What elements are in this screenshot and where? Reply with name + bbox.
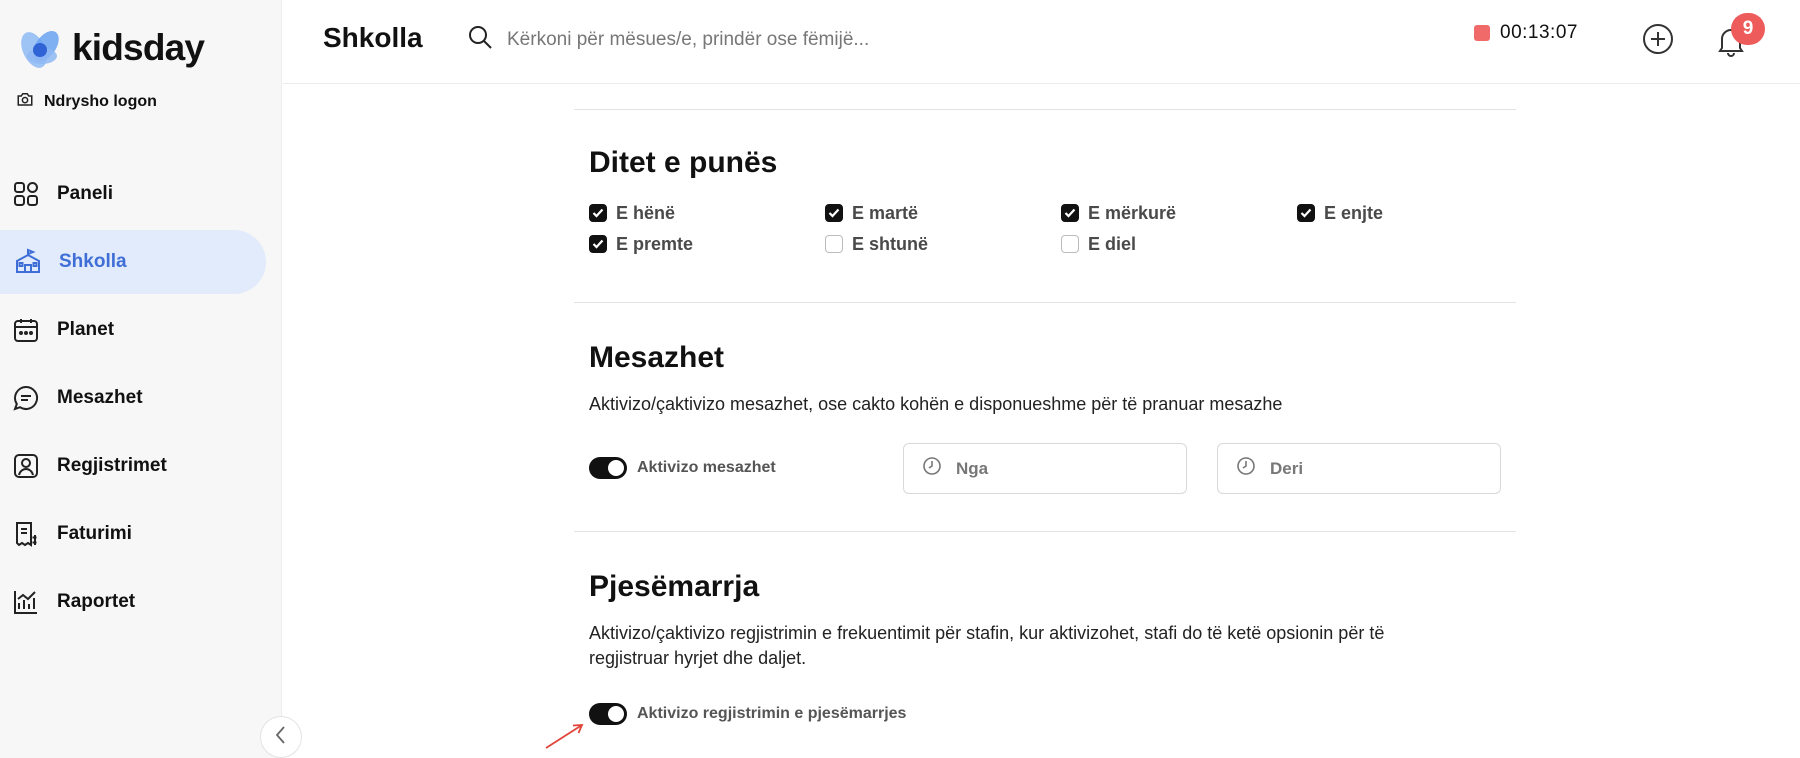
collapse-sidebar-button[interactable] [260, 716, 302, 758]
annotation-arrow-icon [544, 722, 586, 755]
checkbox-checked-icon[interactable] [589, 204, 607, 222]
registrations-icon [12, 452, 40, 480]
camera-icon [16, 90, 34, 113]
sidebar-item-raportet[interactable] [0, 570, 282, 634]
day-tuesday[interactable] [825, 202, 1061, 224]
attendance-description: Aktivizo/çaktivizo regjistrimin e frekuentimit për stafin, kur aktivizohet, stafi do të ketë opsionin për të regjistruar hyrjet dhe daljet. [589, 623, 1385, 668]
sidebar-item-label: Faturimi [57, 523, 132, 544]
day-label: E premte [616, 233, 694, 254]
timer-display: 00:13:07 [1500, 22, 1578, 43]
page-title: Shkolla [323, 22, 423, 53]
day-label: E martë [852, 202, 919, 223]
checkbox-unchecked[interactable] [825, 235, 843, 253]
messages-toggle[interactable] [589, 457, 627, 479]
sidebar [0, 0, 282, 758]
sidebar-item-label: Mesazhet [57, 387, 143, 408]
record-stop-icon[interactable] [1474, 25, 1490, 41]
sidebar-item-planet[interactable] [0, 298, 282, 362]
sidebar-item-label: Shkolla [59, 251, 127, 272]
working-days-title: Ditet e punës [589, 146, 778, 179]
plus-circle-icon [1641, 43, 1675, 60]
checkbox-checked-icon[interactable] [825, 204, 843, 222]
day-label: E shtunë [852, 233, 929, 254]
sidebar-item-regjistrimet[interactable] [0, 434, 282, 498]
messages-title: Mesazhet [589, 341, 725, 374]
from-time-input[interactable] [956, 459, 1136, 479]
search-icon[interactable] [467, 24, 493, 55]
day-friday[interactable] [589, 233, 825, 255]
change-logo-label: Ndrysho logon [44, 92, 157, 110]
dashboard-icon [12, 180, 40, 208]
checkbox-checked-icon[interactable] [1061, 204, 1079, 222]
attendance-toggle-label: Aktivizo regjistrimin e pjesëmarrjes [637, 705, 907, 722]
brand-logo[interactable] [16, 22, 204, 74]
chevron-left-icon [274, 725, 288, 750]
attendance-section [574, 532, 1516, 752]
messages-toggle-row [589, 457, 776, 479]
attendance-toggle[interactable] [589, 703, 627, 725]
working-days-grid [589, 202, 1516, 255]
clock-icon [922, 456, 942, 481]
attendance-toggle-row [589, 703, 906, 725]
toggle-knob [608, 706, 624, 722]
attendance-title: Pjesëmarrja [589, 570, 760, 603]
sidebar-item-label: Planet [57, 319, 115, 340]
day-label: E hënë [616, 202, 676, 223]
top-header [283, 0, 1800, 84]
change-logo-button[interactable] [16, 90, 157, 113]
day-monday[interactable] [589, 202, 825, 224]
messages-description: Aktivizo/çaktivizo mesazhet, ose cakto kohën e disponueshme për të pranuar mesazhe [589, 394, 1283, 414]
day-wednesday[interactable] [1061, 202, 1297, 224]
search-bar [467, 24, 977, 55]
reports-icon [12, 588, 40, 616]
messages-toggle-label: Aktivizo mesazhet [637, 459, 776, 476]
day-label: E enjte [1324, 202, 1384, 223]
school-icon [14, 248, 42, 276]
invoice-icon [12, 520, 40, 548]
sidebar-item-faturimi[interactable] [0, 502, 282, 566]
day-label: E mërkurë [1088, 202, 1177, 223]
timer-widget[interactable] [1474, 22, 1578, 44]
search-input[interactable] [507, 29, 977, 51]
day-sunday[interactable] [1061, 233, 1297, 255]
messages-icon [12, 384, 40, 412]
sidebar-item-shkolla[interactable] [0, 230, 266, 294]
to-time-input[interactable] [1270, 459, 1450, 479]
sidebar-item-label: Regjistrimet [57, 455, 167, 476]
day-thursday[interactable] [1297, 202, 1533, 224]
clock-icon [1236, 456, 1256, 481]
bell-icon [1713, 45, 1749, 62]
sidebar-item-label: Paneli [57, 183, 113, 204]
notification-badge: 9 [1731, 13, 1765, 45]
day-label: E diel [1088, 233, 1137, 254]
working-days-section [574, 110, 1516, 255]
brand-name: kidsday [72, 27, 205, 68]
checkbox-checked-icon[interactable] [1297, 204, 1315, 222]
from-time-field[interactable] [903, 443, 1187, 494]
to-time-field[interactable] [1217, 443, 1501, 494]
toggle-knob [608, 460, 624, 476]
logo-icon [16, 22, 68, 74]
settings-content [574, 84, 1516, 752]
messages-section [574, 303, 1516, 531]
sidebar-item-mesazhet[interactable] [0, 366, 282, 430]
checkbox-checked-icon[interactable] [589, 235, 607, 253]
day-saturday[interactable] [825, 233, 1061, 255]
sidebar-item-paneli[interactable] [0, 162, 282, 226]
add-button[interactable] [1641, 22, 1675, 56]
sidebar-nav [0, 162, 282, 638]
checkbox-unchecked[interactable] [1061, 235, 1079, 253]
calendar-icon [12, 316, 40, 344]
sidebar-item-label: Raportet [57, 591, 136, 612]
